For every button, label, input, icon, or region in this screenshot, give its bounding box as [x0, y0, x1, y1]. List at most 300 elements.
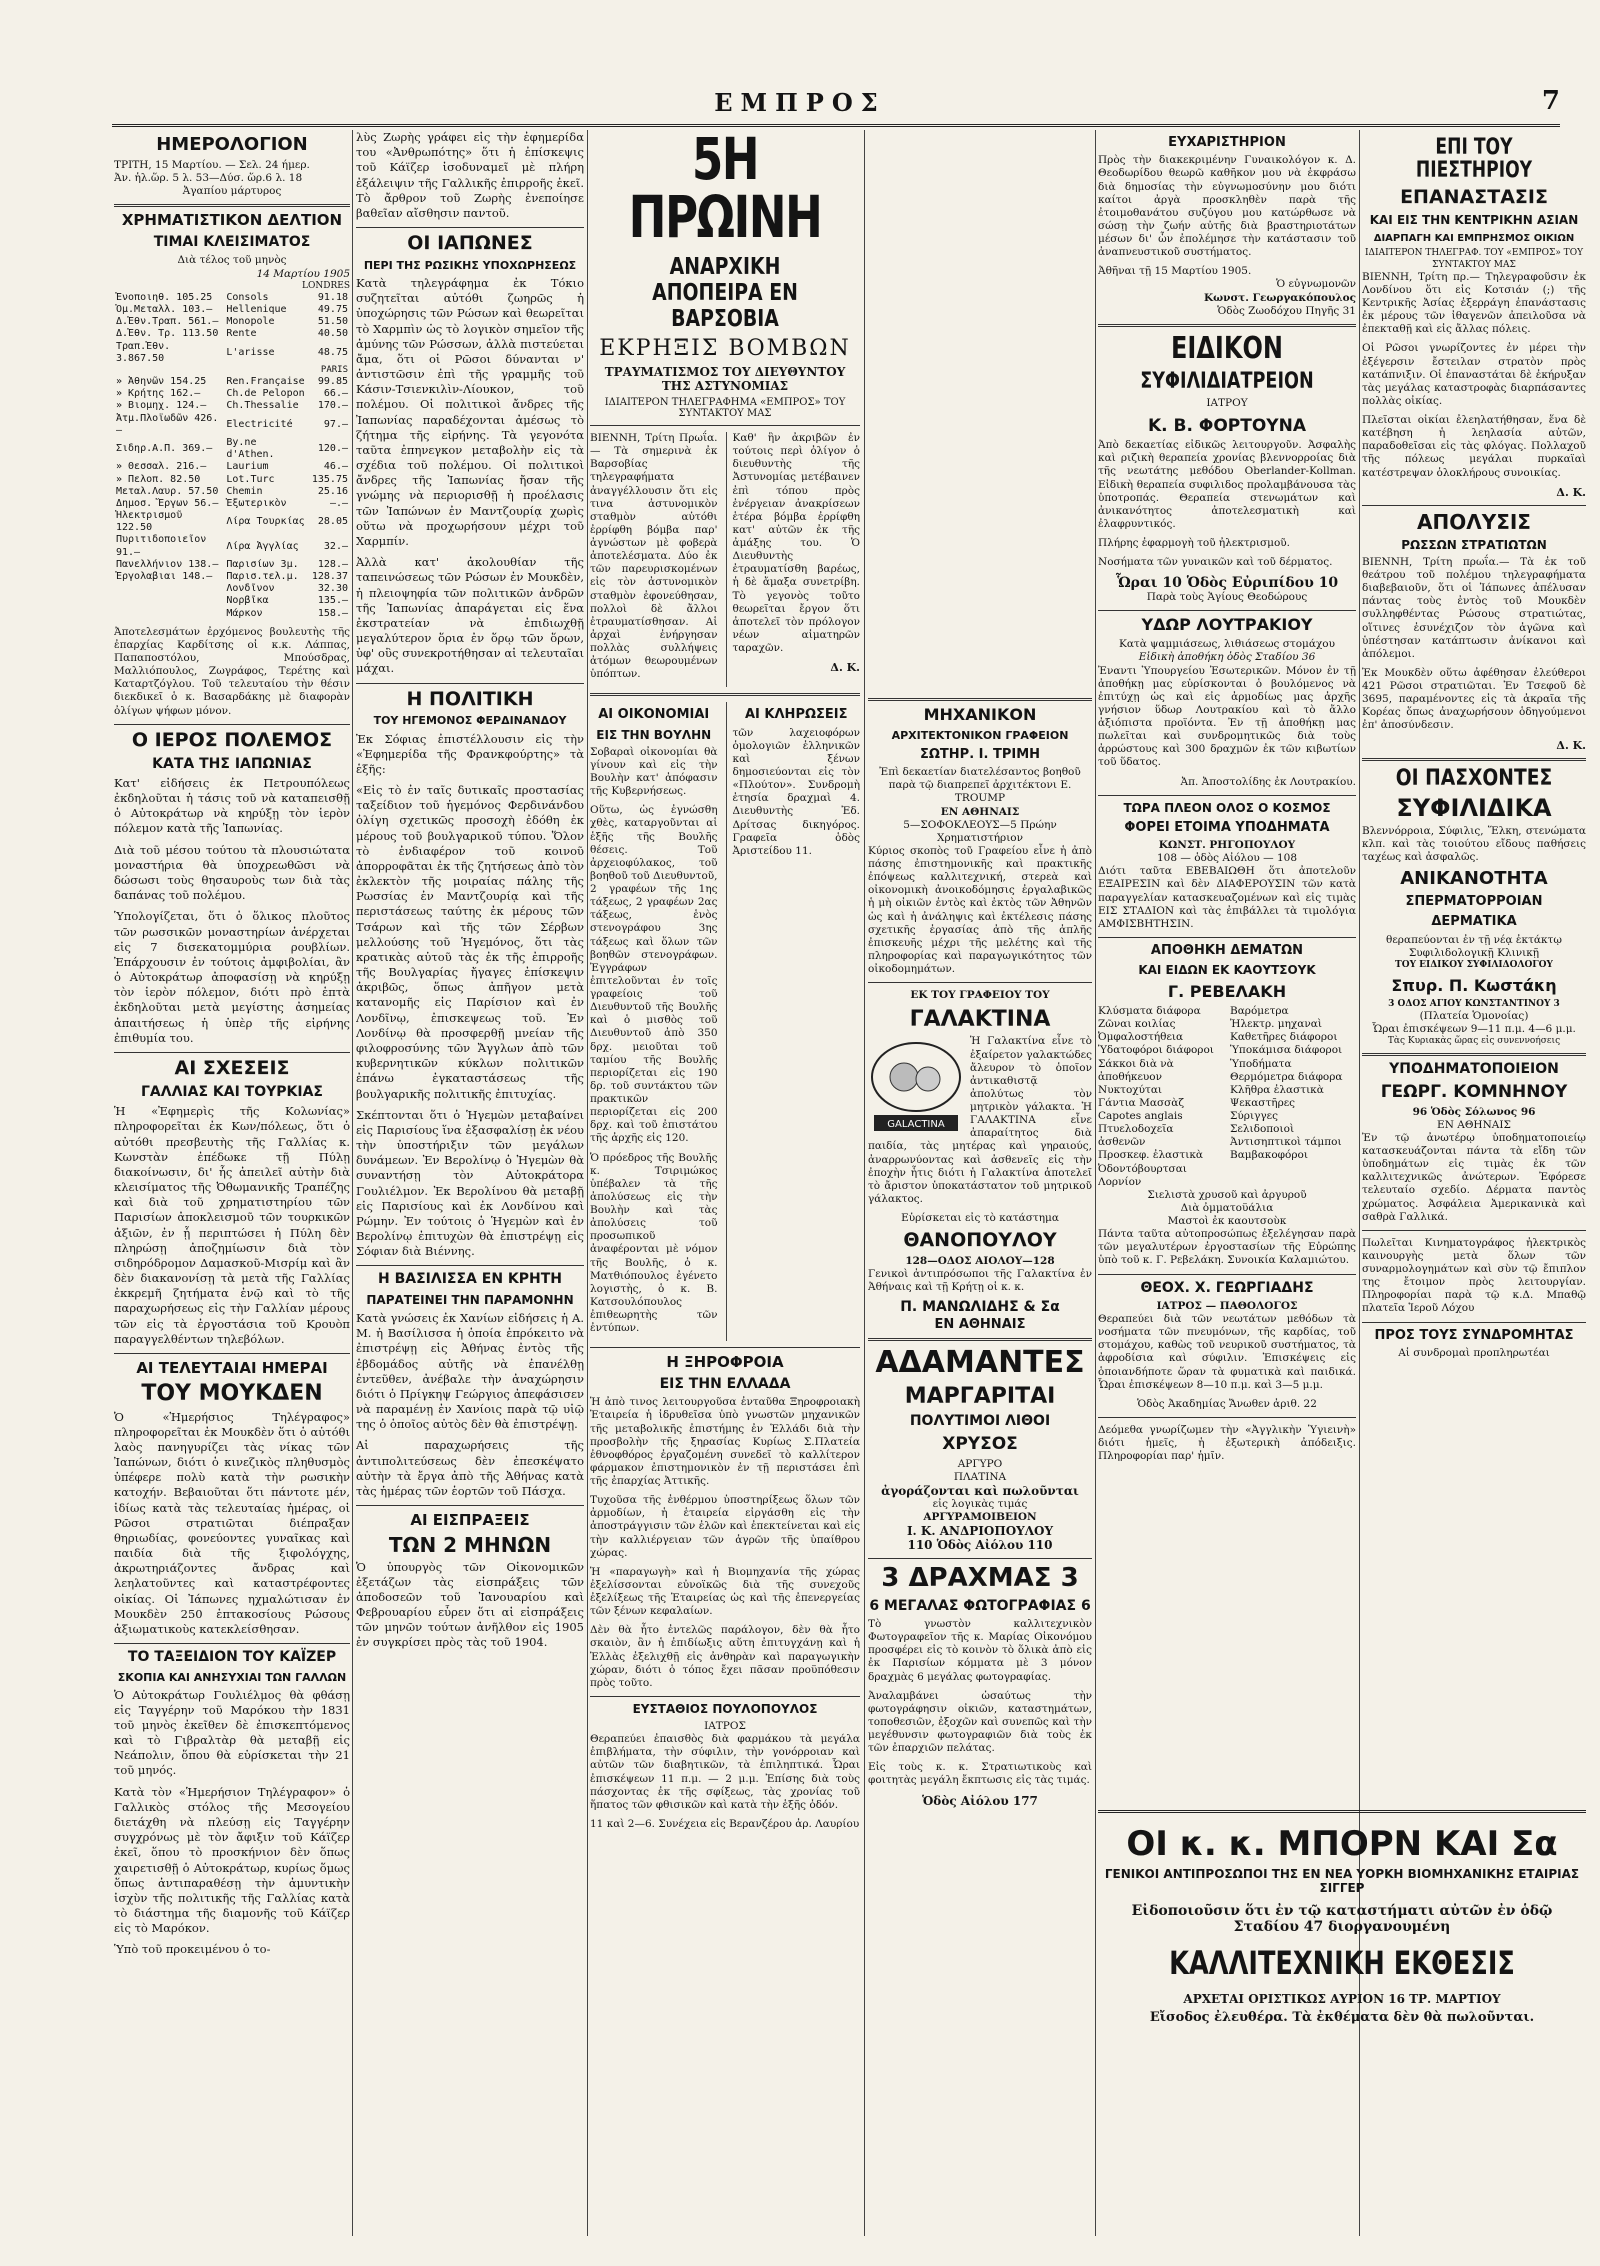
engineer-subtitle: ΑΡΧΙΤΕΚΤΟΝΙΚΟΝ ΓΡΑΦΕΙΟΝ — [891, 728, 1069, 742]
shoes-city: ΕΝ ΑΘΗΝΑΙΣ — [1437, 1118, 1511, 1131]
subscribers-title: ΠΡΟΣ ΤΟΥΣ ΣΥΝΔΡΟΜΗΤΑΣ — [1374, 1327, 1574, 1343]
quote-row — [114, 328, 350, 340]
main-headline: ΑΝΑΡΧΙΚΗ ΑΠΟΠΕΙΡΑ ΕΝ ΒΑΡΣΟΒΙΑ — [652, 254, 798, 332]
intro-paragraph: λὺς Ζωρὴς γράφει εἰς τὴν ἐφημερίδα του «Ἀνθρωπότης» ὅτι ἡ ἐπίσκεψις τοῦ Κάϊζερ ἰσοδυναμεῖ μὲ πλήρη ἐξάλειψιν τῆς Γαλλικῆς ἐπιρροῆς ἐκεῖ. Τὸ ἄρθρον τοῦ Ζωρὴς ἐνεποίησε βαθεῖαν αἴσθησιν παντοῦ. — [356, 130, 584, 220]
economies-paragraph: Ὁ πρόεδρος τῆς Βουλῆς κ. Τσιριμώκος ὑπέβαλεν τὰ τῆς ἀπολύσεως εἰς τὴν Βουλὴν καὶ τὰς ἀπολύσεις τοῦ προσωπικοῦ ἀναφέρονται μὲ νόμον τῆς Βουλῆς, ὁ κ. Ματθιόπουλος ἐγένετο λογιστὴς, ὁ κ. Β. Κατσουλόπουλος ἐπιθεωρητὴς τῶν ἐντύπων. — [590, 1151, 718, 1335]
paris-label-row — [114, 365, 350, 376]
rubber-items-left — [1098, 1005, 1224, 1189]
divider — [356, 1265, 584, 1266]
thanks-name: Κωνστ. Γεωργακόπουλος — [1204, 291, 1356, 304]
politics-paragraph: Ἐκ Σόφιας ἐπιστέλλουσιν εἰς τὴν «Ἐφημερίδα τῆς Φρανκφούρτης» τὰ ἑξῆς: — [356, 731, 584, 776]
divider — [868, 1338, 1092, 1341]
signature: Δ. Κ. — [830, 661, 860, 675]
foreign-name: Λονδῖνον — [226, 583, 275, 595]
dismissals-paragraph: ΒΙΕΝΝΗ, Τρίτη πρωΐα.— Τὰ ἐκ τοῦ θεάτρου τοῦ πολέμου τηλεγραφήματα διαβεβαιοῦν, ὅτι οἱ Ἰάπωνες ἀπέλυσαν πάντας τοὺς ἐντὸς τοῦ Μουκδὲν συλληφθέντας Ρώσους στρατιώτας, οἵτινες ἐσυνέχιζον τὸν ἀγῶνα καὶ ὑπέστησαν κατάπτωσιν ἀνίκανοι καὶ ἀπόλεμοι. — [1362, 555, 1586, 660]
thanks-date: Ἀθῆναι τῇ 15 Μαρτίου 1905. — [1098, 265, 1252, 278]
japanese-title: ΟΙ ΙΑΠΩΝΕΣ — [407, 232, 533, 255]
foreign-value: 99.85 — [317, 376, 348, 387]
divider — [1098, 610, 1356, 611]
rubber-item: Σύριγγες — [1230, 1110, 1278, 1123]
drought-paragraph: Ἡ «παραγωγὴ» καὶ ἡ Βιομηχανία τῆς χώρας ἐξελίσσονται εὐνοϊκῶς διὰ τῆς συνεχοῦς ἐξελίξεως τῆς Ἑταιρείας ὡς καὶ τῆς ἐπενεργείας τῶν ξένων κεφαλαίων. — [590, 1565, 860, 1618]
quote-row — [114, 461, 350, 473]
column-1 — [114, 130, 350, 2240]
local-quote: Δημοσ. Ἔργων 56.— — [116, 497, 219, 509]
foreign-name: Electricité — [226, 418, 293, 430]
syphilis-name: Σπυρ. Π. Κωστάκη — [1391, 976, 1557, 996]
column-4 — [868, 692, 1092, 2240]
press-line: ΙΔΙΑΙΤΕΡΟΝ ΤΗΛΕΓΡΑΦ. ΤΟΥ «ΕΜΠΡΟΣ» ΤΟΥ ΣΥΝΤΑΚΤΟΥ ΜΑΣ — [1364, 248, 1584, 270]
foreign-value: 170.— — [317, 400, 348, 412]
divider — [1362, 1053, 1586, 1056]
divider — [590, 1696, 860, 1697]
calendar-line: Ἀν. ἡλ.ὥρ. 5 λ. 53—Δύσ. ὥρ.6 λ. 18 — [114, 172, 303, 185]
quote-row — [114, 559, 350, 571]
diamonds-line: Ι. Κ. ΑΝΔΡΙΟΠΟΥΛΟΥ — [906, 1524, 1054, 1539]
calendar-line: ΤΡΙΤΗ, 15 Μαρτίου. — Σελ. 24 ήμερ. — [114, 158, 310, 171]
divider — [1362, 1322, 1586, 1323]
drought-paragraph: Δὲν θὰ ἦτο ἐντελῶς παράλογον, δὲν θὰ ἦτο σκαιὸν, ἂν ἡ ἐπιδίωξις αὕτη ἐπιτυγχάνῃ καὶ ἡ Ἑλλὰς ἐξελιχθῇ εἰς ἀνθηρὰν καὶ παραγωγικὴν χώραν, διότι ὁ τόπος ἔχει πᾶσαν προϋπόθεσιν πρὸς τοῦτο. — [590, 1624, 860, 1689]
syphilis-paragraph: θεραπεύονται ἐν τῇ νέᾳ ἐκτάκτῳ Συφιλιδολογικῇ Κλινικῇ — [1386, 933, 1562, 959]
engineer-name: ΣΩΤΗΡ. Ι. ΤΡΙΜΗ — [919, 746, 1041, 762]
doctor-title: ΕΥΣΤΑΘΙΟΣ ΠΟΥΛΟΠΟΥΛΟΣ — [632, 1701, 818, 1716]
local-quote: Ἐνοποιηθ. 105.25 — [116, 291, 213, 303]
mukden-paragraph: Ὁ «Ἡμερήσιος Τηλέγραφος» πληροφορεῖται ἐκ Μουκδὲν ὅτι ὁ αὐτόθι λαὸς πανηγυρίζει τὰς νίκας τῶν Ἰαπώνων, διότι ὁ κινεζικὸς πληθυσμὸς ὑπέφερε πολὺ κατὰ τὴν ρωσικὴν κατοχήν. Βεβαιοῦται ὅτι πάντοτε μέν, ἰδίως κατὰ τὰς τελευταίας ἡμέρας, οἱ Ρῶσοι στρατιῶται διέπραξαν θηριωδίας, φονεύοντες γυναῖκας καὶ παιδία διὰ τῆς ξιφολόγχης, ἀκρωτηριάζοντες ἄνδρας καὶ λεηλατοῦντες καὶ καταστρέφοντες οἰκίας. Οἱ Ἰάπωνες ηχμαλώτισαν ἐν Μουκδὲν 250 ἑπτακοσίους Ρώσους ἀξιωματικοὺς κατεκλείσθησαν. — [114, 1409, 350, 1636]
column-rule — [587, 130, 588, 2236]
foreign-name: L'arisse — [226, 346, 275, 358]
singer-paragraph: ΑΡΧΕΤΑΙ ΟΡΙΣΤΙΚΩΣ ΑΥΡΙΟΝ 16 ΤΡ. ΜΑΡΤΙΟΥ — [1183, 1992, 1501, 2007]
water-signature: Ἀπ. Ἀποστολίδης ἐκ Λουτρακίου. — [1180, 775, 1356, 788]
thanks-signed: Ὁ εὐγνωμονῶν — [1276, 278, 1356, 291]
thanks-title: ΕΥΧΑΡΙΣΤΗΡΙΟΝ — [1168, 135, 1286, 150]
foreign-value: 46.— — [323, 461, 348, 473]
galactina-logo-label: GALACTINA — [887, 1119, 945, 1131]
divider — [868, 698, 1092, 701]
lottery-paragraph: τῶν λαχειοφόρων ὁμολογιῶν ἑλληνικῶν καὶ ξένων δημοσιεύονται εἰς τὸν «Πλούτον». Συνδρομὴ ἐτησία δραχμαὶ 4. Διευθυντὴς Ἐδ. Δρίτσας δικηγόρος. Γραφεῖα ὁδὸς Ἀριστείδου 11. — [732, 726, 860, 857]
photos-paragraph: Ἀναλαμβάνει ὡσαύτως τὴν φωτογράφησιν οἰκιῶν, καταστημάτων, τοποθεσιῶν, ἐξοχῶν καὶ συνεπῶς καὶ τὴν μεγέθυνσιν φωτογραφιῶν διὰ τοὺς ἐκ τῶν ἐπαρχιῶν πελάτας. — [868, 1689, 1092, 1755]
local-quote: Πυριτιδοποιεῖον 91.— — [116, 534, 207, 558]
column-6 — [1362, 130, 1586, 1800]
local-quote: Δ.Ἐθν.Τραπ. 561.— — [116, 316, 219, 328]
engineer-line: ΕΝ ΑΘΗΝΑΙΣ — [940, 805, 1020, 818]
japanese-paragraph: Ἀλλὰ κατ' ἀκολουθίαν τῆς ταπεινώσεως τῶν Ρώσων ἐν Μουκδὲν, ἡ πλειοψηφία τῶν πολιτικῶν ἀνδρῶν τῆς Ἰαπωνίας ἀπαράγεται εἰς ἕνα ἐκστρατείαν νὰ ἐπιδιωχθῇ μεγαλύτερον ὅρια ἐν ὅρῳ τῶν ὅρων, ὑφ' οὓς συνεκροτήθησαν αἱ τελευταῖαι μάχαι. — [356, 555, 584, 676]
doctor-subtitle: ΙΑΤΡΟΣ — [704, 1720, 746, 1733]
rubber-item: Ζῶναι κοιλίας — [1098, 1018, 1176, 1031]
calendar-title: ΗΜΕΡΟΛΟΓΙΟΝ — [156, 134, 308, 155]
foreign-value: 32.— — [323, 540, 348, 552]
foreign-value: —.— — [329, 497, 348, 509]
war-paragraph: Ὑπολογίζεται, ὅτι ὁ ὅλικος πλοῦτος τῶν ρωσσικῶν μοναστηρίων ἀνέρχεται εἰς 7 δισεκατομμύρια ρουβλίων. Ἐπάρχουσιν ἐν τούτοις ἀμφιβολίαι, ἂν ὁ Αὐτοκράτωρ ἀποφασίσῃ νὰ κηρύξῃ τὸν ἱερὸν πόλεμον, διότι πρὸ ἑπτὰ ἐκδηλοῦται μετὰ μεγίστης ἀσημείας ἀπαιτήσεως ἡ ὑπὲρ τῆς εἰρήνης ἐπιθυμία του. — [114, 909, 350, 1045]
galactina-address: 128—ΟΔΟΣ ΑΙΟΛΟΥ—128 — [905, 1255, 1055, 1268]
foreign-name: Ἐξωτερικὸν — [226, 497, 287, 509]
foreign-name: Monopole — [226, 316, 275, 328]
rubber-line: Μαστοὶ ἐκ καουτσοὺκ — [1167, 1215, 1287, 1228]
press-paragraph: ΒΙΕΝΝΗ, Τρίτη πρ.— Τηλεγραφοῦσιν ἐκ Λονδίνου ὅτι εἰς Κοτσιάν (;) τῆς Κεντρικῆς Ἀσίας ἐξερράγη ἐπανάστασις ἐκ μέρους τῶν ἰθαγενῶν ἀπειλοῦσα νὰ ἐπεκταθῇ καὶ εἰς ἄλλας πόλεις. — [1362, 270, 1586, 336]
diamonds-line: ἀγοράζονται καὶ πωλοῦνται — [881, 1484, 1079, 1499]
london-label: LONDRES — [302, 280, 350, 291]
politics-paragraph: Σκέπτονται ὅτι ὁ Ἡγεμὼν μεταβαίνει εἰς Παρισίους ἵνα ἐξασφαλίσῃ ἐκ νέου τὴν ὑποστήριξιν τῶν μεγάλων δυνάμεων. Ἐν Βερολίνῳ ὁ Ἡγεμὼν θὰ συναντήσῃ τὸν Αὐτοκράτορα Γουλιέλμον. Ἐκ Βερολίνου θὰ μεταβῇ εἰς Παρισίους καὶ ἐκ Λονδίνου καὶ Ρώμην. Ἐν τούτοις ὁ Ἡγεμὼν καὶ ἐν Βερολίνῳ ἐπιτυχὼν θὰ ἐπιστρέψῃ εἰς Σόφιαν διὰ Βιέννης. — [356, 1107, 584, 1259]
rubber-item: Βαρόμετρα — [1230, 1005, 1289, 1018]
foreign-name: Παρισίων 3μ. — [226, 558, 299, 570]
kaiser-title: ΤΟ ΤΑΞΕΙΔΙΟΝ ΤΟΥ ΚΑΪΖΕΡ — [127, 1649, 337, 1666]
local-quote: Πανελλήνιον 138.— — [116, 558, 219, 570]
divider — [868, 982, 1092, 983]
foreign-name: Hellenique — [226, 304, 287, 316]
galactina-logo — [868, 1037, 964, 1137]
shoes-name: ΓΕΩΡΓ. ΚΟΜΝΗΝΟΥ — [1380, 1081, 1568, 1102]
press-line: ΚΑΙ ΕΙΣ ΤΗΝ ΚΕΝΤΡΙΚΗΝ ΑΣΙΑΝ — [1369, 213, 1579, 228]
georgiadis-subtitle: ΙΑΤΡΟΣ — ΠΑΘΟΛΟΓΟΣ — [1156, 1299, 1298, 1312]
rubber-item: Ἀντισηπτικοὶ τάμποι — [1230, 1136, 1342, 1149]
rubber-paragraph: Πάντα ταῦτα αὐτοπροσώπως ἐξελέγησαν παρὰ τῶν μεγαλυτέρων ἐργοστασίων τῆς Εὐρώπης ὑπὸ τοῦ κ. Γ. Ρεβελάκη. Συνοικία Καλαμιώτου. — [1098, 1228, 1356, 1267]
quote-row — [114, 388, 350, 400]
rubber-title: ΑΠΟΘΗΚΗ ΔΕΜΑΤΩΝ — [1150, 942, 1304, 958]
georgiadis-paragraph: Θεραπεύει διὰ τῶν νεωτάτων μεθόδων τὰ νοσήματα τῶν πνευμόνων, τῆς καρδίας, τοῦ στομάχου, καθὼς τοῦ νευρικοῦ συστήματος, τὰ ἀφροδίσια καὶ σύφιλιν. Ἐπισκέψεις εἰς ὁποιανδήποτε ὥραν τὰ φυματικὰ καὶ παιδικά. Ὧραι ἐπισκέψεων 8—10 π.μ. καὶ 3—5 μ.μ. — [1098, 1313, 1356, 1391]
column-rule — [1095, 130, 1096, 2236]
cosmos-name: ΚΩΝΣΤ. ΡΗΓΟΠΟΥΛΟΥ — [1158, 839, 1296, 852]
relations-title: ΑΙ ΣΧΕΣΕΙΣ — [174, 1056, 290, 1079]
economies-paragraph: Σοβαραὶ οἰκονομίαι θὰ γίνουν καὶ εἰς τὴν Βουλὴν κατ' ἀπόφασιν τῆς Κυβερνήσεως. — [590, 745, 718, 798]
finance-subtitle: ΤΙΜΑΙ ΚΛΕΙΣΙΜΑΤΟΣ — [153, 234, 311, 251]
rubber-item: Νυκτοχύται — [1098, 1083, 1163, 1096]
drought-paragraph: Τυχοῦσα τῆς ἐνθέρμου ὑποστηρίξεως ὅλων τῶν ἀρμοδίων, ἡ ἑταιρεία εἰργάσθη εἰς τὴν ἀποστράγγισιν τῶν ἐλῶν καὶ ἐπεκτείνεται καὶ εἰς τὴν καλλιέργειαν τῶν ἀγρῶν τῆς ὑπαίθρου χώρας. — [590, 1494, 860, 1559]
column-2 — [356, 130, 584, 2240]
photos-address: Ὁδὸς Αἰόλου 177 — [922, 1793, 1038, 1808]
war-subtitle: ΚΑΤΑ ΤΗΣ ΙΑΠΩΝΙΑΣ — [152, 755, 312, 772]
queen-subtitle: ΠΑΡΑΤΕΙΝΕΙ ΤΗΝ ΠΑΡΑΜΟΝΗΝ — [366, 1292, 574, 1307]
special-paragraph: Ἀπὸ δεκαετίας εἰδικῶς λειτουργοῦν. Ἀσφαλὴς καὶ ριζικὴ θεραπεία χρονίας βλεννορροίας διὰ τῆς νεωτάτης μεθόδου Oberlander-Kollman. Εἰδικὴ θεραπεία συφιλιδος προλαμβάνουσα τὰς ὑποτροπάς. Θεραπεία στενωμάτων καὶ ἀνικανότητος ἀποτελεσματικὴ καὶ ἐλαφρυντικός. — [1098, 439, 1356, 530]
rubber-item: Ψεκαστῆρες — [1230, 1096, 1296, 1109]
local-quote: » Θεσσαλ. 216.— — [116, 461, 207, 473]
rubber-item: Κλῆθρα ἐλαστικὰ — [1230, 1083, 1324, 1096]
finance-date: 14 Μαρτίου 1905 — [256, 267, 350, 280]
quote-row — [114, 400, 350, 412]
rubber-item: Προσκεφ. ἐλαστικὰ — [1098, 1149, 1203, 1162]
quote-row — [114, 341, 350, 365]
syphilis-address: 3 ΟΔΟΣ ΑΓΙΟΥ ΚΩΝΣΤΑΝΤΙΝΟΥ 3 — [1388, 998, 1560, 1009]
foreign-name: Μάρκον — [226, 607, 263, 619]
water-title: ΥΔΩΡ ΛΟΥΤΡΑΚΙΟΥ — [1141, 615, 1313, 635]
stamp-note: Δεόμεθα γνωρίζωμεν τὴν «Ἀγγλικὴν Ὑγιεινὴ» διότι ἡμεῖς, ἡ ἐξωτερικὴ ἀπόδειξις. Πληροφορίαι παρ' ἡμῖν. — [1098, 1423, 1356, 1463]
economies-row — [590, 702, 860, 1341]
cosmos-subtitle: ΦΟΡΕΙ ΕΤΟΙΜΑ ΥΠΟΔΗΜΑΤΑ — [1124, 819, 1330, 835]
rubber-item: Βαμβακοφόροι — [1230, 1149, 1308, 1162]
rubber-items-right — [1230, 1005, 1356, 1189]
column-5 — [1098, 130, 1356, 1800]
revenue-title: ΑΙ ΕΙΣΠΡΑΞΕΙΣ — [410, 1511, 530, 1530]
rubber-item: Σάκκοι διὰ νὰ ἀποθήκευον — [1098, 1057, 1174, 1083]
syphilis-line: ΣΠΕΡΜΑΤΟΡΡΟΙΑΝ — [1405, 894, 1543, 910]
doctor-paragraph: Θεραπεύει ἐπαισθὸς διὰ φαρμάκου τὰ μεγάλα ἐπιβλήματα, τὴν σύφιλιν, τὴν γονόρροιαν καὶ αὐτῶν τῶν διαβητικῶν, τὰ ἐπιληπτικά. Ὧραι ἐπισκέψεων 11 π.μ. — 2 μ.μ. Ἐπίσης διὰ τοὺς πάσχοντας ἐκ τῆς σφίξεως, τὰς χρονίας τοῦ ἥπατος τῶν φθισικῶν καὶ κατὰ τὴν ἑξῆς ὁδόν. — [590, 1733, 860, 1811]
georgiadis-address: Ὁδὸς Ἀκαδημίας Ἄνωθεν ἀριθ. 22 — [1137, 1397, 1317, 1410]
foreign-name: Λίρα Τουρκίας — [226, 516, 305, 528]
rubber-name: Γ. ΡΕΒΕΛΑΚΗ — [1167, 982, 1287, 1002]
special-paragraph: Νοσήματα τῶν γυναικῶν καὶ τοῦ δέρματος. — [1098, 556, 1333, 569]
special-name: Κ. Β. ΦΟΡΤΟΥΝΑ — [1148, 415, 1306, 436]
warsaw-paragraph: ΒΙΕΝΝΗ, Τρίτη Πρωΐα.— Τὰ σημερινὰ ἐκ Βαρσοβίας τηλεγραφήματα ἀναγγέλλουσιν ὅτι εἰς τινα ἀστυνομικὸν σταθμὸν αὐτόθι ἐρρίφθη βόμβα παρ' ἀγνώστων μὲ φοβερὰ ἀποτελέσματα. Δύο ἐκ τῶν παρευρισκομένων εἰς τὸν ἀστυνομικὸν σταθμὸν ἐφονεύθησαν, πολλοὶ δὲ ἄλλοι ἐτραυματίσθησαν. Αἱ ἀρχαὶ ἐνήργησαν πολλὰς συλλήψεις ἀτόμων θεωρουμένων ὑπόπτων. — [590, 432, 718, 681]
singer-ad — [1098, 1810, 1586, 2233]
quote-row — [114, 583, 350, 595]
foreign-value: 158.— — [317, 607, 348, 619]
rubber-line: Διὰ ὀμματοϋάλια — [1180, 1201, 1274, 1214]
galactina-paragraph: Εὑρίσκεται εἰς τὸ κατάστημα — [901, 1212, 1059, 1225]
foreign-name: Νορβῖκα — [226, 595, 269, 607]
singer-title: ΟΙ κ. κ. ΜΠΟΡΝ ΚΑΙ Σα — [1126, 1824, 1558, 1864]
drought-title: Η ΞΗΡΟΦΡΟΙΑ — [666, 1353, 784, 1372]
singer-paragraph: Εἴσοδος ἐλευθέρα. Τὰ ἐκθέματα δὲν θὰ πωλοῦνται. — [1149, 2010, 1535, 2026]
economies-paragraph: Οὕτω, ὡς ἐγνώσθη χθὲς, καταργοῦνται αἱ ἑξῆς τῆς Βουλῆς θέσεις. Τοῦ ἀρχειοφύλακος, τοῦ βοηθοῦ τοῦ Διευθυντοῦ, 2 γραφέων τῆς 1ης τάξεως, 2 γραφέων 2ας τάξεως, ἑνὸς στενογράφου 3ης τάξεως καὶ ὅλων τῶν βοηθῶν στενογράφων. Ἐγγράφων ἐπιτελοῦνται ἐν τοῖς γραφείοις τοῦ Διευθυντοῦ τῆς Βουλῆς καὶ ὁ μισθὸς τοῦ Διευθυντοῦ ἀπὸ 350 δρχ. μειοῦται τοῦ ταμίου τῆς Βουλῆς περιορίζεται εἰς 190 δρ. τοῦ συντάκτου τῶν πρακτικῶν περιορίζεται εἰς 200 δρχ. καὶ τοῦ ἐπιστάτου τῆς ἀρχῆς εἰς 120. — [590, 804, 718, 1145]
divider — [1362, 1230, 1586, 1231]
queen-paragraph: Αἱ παραχωρήσεις τῆς ἀντιπολιτεύσεως δὲν ἐπεσκέψατο αὐτὴν τὰ ἔργα ἀπὸ τῆς Ἀθήνας κατὰ τὰς ἡμέρας τῶν ἑορτῶν τοῦ Πάσχα. — [356, 1438, 584, 1498]
rubber-item: Γάντια Μασσὰζ — [1098, 1096, 1185, 1109]
divider — [356, 1505, 584, 1506]
divider — [114, 1353, 350, 1354]
foreign-name: Rente — [226, 328, 257, 340]
signature: Δ. Κ. — [1556, 485, 1586, 499]
kaiser-paragraph: Κατὰ τὸν «Ἡμερήσιον Τηλέγραφον» ὁ Γαλλικὸς στόλος τῆς Μεσογείου διετάχθη νὰ πλεύσῃ εἰς Ταγγέρην συγχρόνως μὲ τὸν ἄφιξιν τοῦ Κάϊζερ ἐκεῖ, ὅπου τὸ προσκήνιον δὲν ὅπως χαιρετισθῇ ὁ Αὐτοκράτωρ, κυρίως ὅμως ὅπως ἀντιπαραθέσῃ τὴν ἀμυντικὴν ἰσχὺν τῆς πολιτικῆς τῆς Γαλλίας κατὰ τὸ διάστημα τῆς διαμονῆς τοῦ Κάϊζερ εἰς τὸ Μαρόκον. — [114, 1784, 350, 1936]
local-quote: Τραπ.Ἐθν. 3.867.50 — [116, 340, 171, 364]
quote-row — [114, 437, 350, 461]
shoes-paragraph: Ἐν τῷ ἀνωτέρῳ ὑποδηματοποιείῳ κατασκευάζονται πάντα τὰ εἴδη τῶν ὑποδημάτων εἰς τιμὰς ἐκ τῶν καλλιτεχνικῶς ἀνώτερων. Ἐφόρεσε τελευταίο σχεδίο. Δέρματα παντὸς χρώματος. Ἀσφάλεια Ἀμερικανικὰ καὶ σαθρὰ Γαλλικά. — [1362, 1131, 1586, 1223]
foreign-value: 66.— — [323, 388, 348, 400]
quote-row — [114, 608, 350, 620]
quote-row — [114, 534, 350, 558]
galactina-paragraph: Γενικοὶ ἀντιπρόσωποι τῆς Γαλακτίνα ἐν Ἀθήναις καὶ τῇ Κρήτῃ οἱ κ. κ. — [868, 1268, 1092, 1294]
rubber-item: Capotes anglais — [1098, 1110, 1183, 1123]
foreign-name: Lot.Turc — [226, 473, 275, 485]
divider — [1098, 1417, 1356, 1418]
rubber-subtitle: ΚΑΙ ΕΙΔΩΝ ΕΚ ΚΑΟΥΤΣΟΥΚ — [1138, 963, 1316, 978]
foreign-value: 48.75 — [317, 346, 348, 358]
foreign-name: Ren.Française — [226, 376, 305, 387]
foreign-value: 120.— — [317, 443, 348, 455]
engineer-line: Ἐπὶ δεκαετίαν διατελέσαντος βοηθοῦ παρὰ τῷ διαπρεπεῖ ἀρχιτέκτονι E. TROUMP — [879, 766, 1081, 805]
subscribers-paragraph: Αἱ συνδρομαὶ προπληρωτέαι — [1398, 1346, 1550, 1359]
mukden-subtitle: ΤΟΥ ΜΟΥΚΔΕΝ — [141, 1381, 323, 1407]
kaiser-paragraph: Ὑπὸ τοῦ προκειμένου ὁ το- — [114, 1942, 271, 1957]
rubber-item: Ὀδοντόβουρτσαι — [1098, 1162, 1187, 1175]
paris-label: PARIS — [320, 365, 348, 376]
press-subtitle: ΕΠΑΝΑΣΤΑΣΙΣ — [1400, 186, 1548, 209]
special-near: Παρὰ τοὺς Ἁγίους Θεοδώρους — [1146, 591, 1308, 604]
local-quote — [114, 595, 224, 607]
sub-headline: ΕΚΡΗΞΙΣ ΒΟΜΒΩΝ — [599, 336, 851, 361]
quote-row — [114, 292, 350, 304]
foreign-value: 91.18 — [317, 291, 348, 303]
galactina-agent-city: ΕΝ ΑΘΗΝΑΙΣ — [934, 1316, 1026, 1332]
local-quote: Ὁμ.Μεταλλ. 103.— — [116, 304, 213, 316]
press-title: ΕΠΙ ΤΟΥ ΠΙΕΣΤΗΡΙΟΥ — [1415, 135, 1533, 184]
syphilis-square: (Πλατεία Ὁμονοίας) — [1419, 1009, 1529, 1022]
economies-title: ΑΙ ΟΙΚΟΝΟΜΙΑΙ — [598, 707, 710, 723]
water-label: Εἰδικὴ ἀποθήκη ὁδὸς Σταδίου 36 — [1138, 651, 1316, 664]
local-quote: Ἀτμ.Πλοϊωδῶν 426.— — [116, 412, 219, 436]
newspaper-title: ΕΜΠΡΟΣ — [714, 88, 886, 117]
thanks-paragraph: Πρὸς τὴν διακεκριμένην Γυναικολόγον κ. Δ. Θεοδωρίδου θεωρῶ καθῆκον μου νὰ ἐκφράσω διὰ δημοσίας τὴν εὐγνωμοσύνην μου διότι καίτοι ἀργὰ προσκληθὲν παρὰ τῆς ἐτοιμοθανάτου συζύγου μου κατώρθωσε νὰ σώσῃ τὴν ζωήν αὐτῆς διὰ βραστηριοτάτων μέσων δι' ὧν ἐπολέμησε τὴν κατάστασιν τοῦ ἀναπνευστικοῦ συστήματος. — [1098, 154, 1356, 259]
divider — [1362, 505, 1586, 506]
local-quote — [114, 608, 224, 620]
rubber-item: Ὑποκάμισα διάφοροι — [1230, 1044, 1343, 1057]
dismissals-title: ΑΠΟΛΥΣΙΣ — [1417, 509, 1531, 534]
georgiadis-title: ΘΕΟΧ. Χ. ΓΕΩΡΓΙΑΔΗΣ — [1140, 1279, 1314, 1296]
singer-paragraph: ΓΕΝΙΚΟΙ ΑΝΤΙΠΡΟΣΩΠΟΙ ΤΗΣ ΕΝ ΝΕΑ ΥΟΡΚΗ ΒΙΟΜΗΧΑΝΙΚΗΣ ΕΤΑΙΡΙΑΣ ΣΙΓΓΕΡ — [1104, 1866, 1580, 1895]
rubber-item: Σελιδοποιοὶ — [1230, 1123, 1295, 1136]
special-subtitle: ΣΥΦΙΛΙΔΙΑΤΡΕΙΟΝ — [1140, 369, 1314, 395]
divider — [590, 1347, 860, 1348]
economies-subtitle: ΕΙΣ ΤΗΝ ΒΟΥΛΗΝ — [596, 727, 712, 742]
special-title: ΕΙΔΙΚΟΝ — [1171, 330, 1283, 366]
foreign-value: 97.— — [323, 418, 348, 430]
masthead-rule — [112, 124, 1560, 127]
quote-row — [114, 498, 350, 510]
photos-title: 3 ΔΡΑΧΜΑΣ 3 — [881, 1563, 1079, 1594]
galactina-paragraph: Ἡ Γαλακτίνα εἶνε τὸ ἐξαίρετον γαλακτώδες ἄλευρον τὸ ὁποῖον ἀντικαθιστᾷ ἀπολύτως τὸν μητρικὸν γάλακτα. Ἡ ΓΑΛΑΚΤΙΝΑ εἶνε ἀπαραίτητος διὰ παιδία, τὰς μητέρας καὶ γηραιούς, ἀναρρωνύοντας καὶ ἀσθενεῖς εἰς τὴν ἐποχὴν ἧτις διότι ἡ Γαλακτίνα ἀποτελεῖ τὸ ἄριστον ὑποκατάστατον τοῦ μητρικοῦ γάλακτος. — [868, 1035, 1092, 1205]
water-paragraph: Ἐναντι Ὑπουργείου Ἐσωτερικῶν. Μόνον ἐν τῇ ἀποθήκῃ μας εὑρίσκονται ὁ βουλόμενος νὰ ἐπιτύχῃ ὡς καὶ εἰς ἀρμοδίως μας ἀρχῆς γνήσιον ὕδωρ Λουτρακίου καὶ τὸ ἄλλο ἀξιόπιστα προϊόντα. Ἐν τῇ ἀποθήκῃ μας πωλεῖται καὶ συνδρομητικῶς διὰ τοὺς ἀρρώστους καὶ 300 δραχμῶν ἐκ τῶν κιβωτίων τοῦ ὕδατος. — [1098, 664, 1356, 769]
divider — [1098, 795, 1356, 796]
syphilis-line: ΤΟΥ ΕΙΔΙΚΟΥ ΣΥΦΙΛΙΔΟΛΟΓΟΥ — [1395, 959, 1553, 970]
japanese-paragraph: Κατὰ τηλεγράφημα ἐκ Τόκιο συζητεῖται αὐτόθι ζωηρῶς ἡ ὑποχώρησις τῶν Ρώσων καὶ θεωρεῖται τὸ Χαρμπὶν ὡς τὸ λογικὸν σημεῖον τῆς ἀμύνης τῶν Ρώσσων, ἀλλὰ πιστεύεται ἄμα, ὅτι οἱ Ρῶσοι δύνανται ν' ἀντιστῶσιν ἐπὶ τῆς γραμμῆς τοῦ Κάσιν-Τσιενκιλὶν-Λίουκον, τοῦ πολέμου. Οἱ πολιτικοὶ ἄνδρες τῆς Ἰαπωνίας παραδέχονται ἀμέσως τὸ ζήτημα τῆς εἰρήνης. Τὰ γεγονότα ταῦτα ἐπηνεγκον μεταβολὴν εἰς τὰ σχέδια τοῦ πολέμου. Οἱ πολιτικοὶ ἄνδρες τῆς Ἰαπωνίας ἤσαν τῆς γνώμης νὰ περιορισθῇ ἡ προέλασις τῶν Ἰαπώνων ἐν Μαντζουρίᾳ χωρὶς οὕτω νὰ προχωρήσουν μέχρι τοῦ Χαρμπίν. — [356, 276, 584, 548]
foreign-value: 51.50 — [317, 316, 348, 328]
revenue-subtitle: ΤΩΝ 2 ΜΗΝΩΝ — [388, 1532, 552, 1557]
rubber-item: Καθετῆρες διάφοροι — [1230, 1031, 1338, 1044]
foreign-name: Laurium — [226, 461, 269, 473]
special-label: ΙΑΤΡΟΥ — [1206, 397, 1248, 410]
lottery-title: ΑΙ ΚΛΗΡΩΣΕΙΣ — [745, 707, 848, 723]
divider — [356, 683, 584, 684]
quote-row — [114, 304, 350, 316]
relations-subtitle: ΓΑΛΛΙΑΣ ΚΑΙ ΤΟΥΡΚΙΑΣ — [141, 1083, 323, 1100]
kaiser-subtitle: ΣΚΟΠΙΑ ΚΑΙ ΑΝΗΣΥΧΙΑΙ ΤΩΝ ΓΑΛΛΩΝ — [117, 1670, 347, 1684]
divider — [114, 1052, 350, 1053]
foreign-value: 128.37 — [311, 571, 348, 582]
telegram-label: ΙΔΙΑΙΤΕΡΟΝ ΤΗΛΕΓΡΑΦΗΜΑ «ΕΜΠΡΟΣ» ΤΟΥ ΣΥΝΤΑΚΤΟΥ ΜΑΣ — [604, 397, 846, 419]
quote-row — [114, 376, 350, 388]
singer-big: ΚΑΛΛΙΤΕΧΝΙΚΗ ΕΚΘΕΣΙΣ — [1169, 1943, 1515, 1982]
quote-row — [114, 474, 350, 486]
local-quote: » Πελοπ. 82.50 — [116, 473, 201, 485]
war-paragraph: Διὰ τοῦ μέσου τούτου τὰ πλουσιώτατα μοναστήρια θὰ ὑποχρεωθῶσι νὰ δώσωσι τοὺς θησαυροὺς των διὰ τὰς δαπάνας τοῦ πολέμου. — [114, 842, 350, 903]
galactina-store: ΘΑΝΟΠΟΥΛΟΥ — [903, 1229, 1057, 1252]
calendar-line: Ἀγαπίου μάρτυρος — [182, 185, 282, 198]
diamonds-title: ΑΔΑΜΑΝΤΕΣ — [875, 1345, 1085, 1381]
warsaw-article — [590, 432, 860, 687]
foreign-value: 28.05 — [317, 516, 348, 528]
divider — [356, 227, 584, 228]
quote-row — [114, 571, 350, 583]
foreign-name: Ch.de Pelopon — [226, 388, 305, 400]
diamonds-line: 110 Ὁδὸς Αἰόλου 110 — [907, 1538, 1053, 1553]
headline-number: 5Η ΠΡΩΙΝΗ — [628, 130, 822, 251]
rubber-items — [1098, 1005, 1356, 1189]
divider — [1098, 1274, 1356, 1275]
foreign-value: 135.75 — [311, 473, 348, 485]
warsaw-paragraph: Καθ' ἣν ἀκριβῶν ἐν τούτοις περὶ ὀλίγον ὁ διευθυντὴς τῆς Ἀστυνομίας μετέβαινεν ἐπὶ τόπου πρὸς ἐνέργειαν ἀνακρίσεων ἑτέρα βόμβα ἐρρίφθη κατ' αὐτῶν ἐκ τῆς ἀμάξης του. Ὁ Διευθυντὴς ἐτραυματίσθη βαρέως, ἡ δὲ ἄμαξα συνετρίβη. Τὸ γεγονὸς τοῦτο θεωρεῖται ἔργον ὅτι ἀποτελεῖ τὸν πρόλογον νέων αἱματηρῶν ταραχῶν. — [732, 432, 860, 654]
japanese-subtitle: ΠΕΡΙ ΤΗΣ ΡΩΣΙΚΗΣ ΥΠΟΧΩΡΗΣΕΩΣ — [363, 258, 577, 272]
press-paragraph: Πλεῖσται οἰκίαι ἐλεηλατήθησαν, ἕνα δὲ κατέβηση ἡ λεηλασία αὐτῶν, παραδοθεῖσαι εἰς τὰς φλόγας. Πολλαχοῦ τῆς πόλεως μεγάλαι πυρκαϊαὶ κατέστρεψαν ὁλοκλήρους συνοικίας. — [1362, 414, 1586, 479]
divider — [114, 204, 350, 207]
column-3 — [590, 130, 860, 2240]
rubber-item: Θερμόμετρα διάφορα — [1230, 1070, 1343, 1083]
rubber-item: Ἠλεκτρ. μηχαναὶ — [1230, 1018, 1322, 1031]
foreign-name: By.ne d'Athen. — [226, 436, 275, 461]
divider — [590, 425, 860, 426]
doctor-paragraph: 11 καὶ 2—6. Συνέχεια εἰς Βερανζέρου ἀρ. Λαυρίου — [590, 1817, 860, 1830]
local-quote: Μεταλ.Λαυρ. 57.50 — [116, 485, 219, 497]
masthead — [0, 0, 1600, 128]
foreign-value: 128.— — [317, 558, 348, 570]
foreign-value: 135.— — [317, 595, 348, 607]
column-rule — [352, 130, 353, 2236]
shoes-address: 96 Ὁδὸς Σόλωνος 96 — [1412, 1105, 1536, 1118]
syphilis-hours: Ὧραι ἐπισκέψεων 9—11 π.μ. 4—6 μ.μ. — [1372, 1023, 1576, 1036]
galactina-title: ΓΑΛΑΚΤΙΝΑ — [909, 1007, 1051, 1033]
cosmos-title: ΤΩΡΑ ΠΛΕΟΝ ΟΛΟΣ Ο ΚΟΣΜΟΣ — [1123, 800, 1331, 815]
finance-footer: Ἀποτελεσμάτων ἐρχόμενος βουλευτὴς τῆς ἐπαρχίας Καρδίτσης οἱ κ.κ. Λάππας, Παπαποστόλου, Μπούσδρας, Μαλλιόπουλος, Ζωγράφος, Τερέτης καὶ Καταρτζόγλου. Τοῦ τελευταίου τὴν θέσιν διεκδικεῖ ὁ κ. Βασαρδάκης μὲ διαφορὰν ὀλίγων ψήφων μόνον. — [114, 625, 350, 717]
rubber-item: Ὑδατοφόροι διάφοροι — [1098, 1044, 1214, 1057]
rubber-item: Πτυελοδοχεῖα ἀσθενῶν — [1098, 1123, 1174, 1149]
divider — [868, 1558, 1092, 1559]
page-number: 7 — [1541, 86, 1560, 116]
rubber-item: Λορνίον — [1098, 1175, 1142, 1188]
press-line: ΔΙΑΡΠΑΓΗ ΚΑΙ ΕΜΠΡΗΣΜΟΣ ΟΙΚΙΩΝ — [1373, 233, 1575, 245]
engineer-line: 5—ΣΟΦΟΚΛΕΟΥΣ—5 Πρώην Χρηματιστήριον — [903, 818, 1057, 844]
divider — [1098, 937, 1356, 938]
war-title: Ο ΙΕΡΟΣ ΠΟΛΕΜΟΣ — [131, 728, 333, 751]
quote-row — [114, 316, 350, 328]
diamonds-line: ΑΡΓΥΡΑΜΟΙΒΕΙΟΝ — [923, 1511, 1037, 1524]
foreign-value: 25.16 — [317, 485, 348, 497]
divider — [590, 693, 860, 696]
foreign-name: Consols — [226, 291, 269, 303]
press-paragraph: Οἱ Ρῶσοι γνωρίζοντες ἐν μέρει τὴν ἐξέγερσιν ἔστειλαν στρατὸν πρὸς κατάπνιξιν. Οἱ ἐπαναστάται δὲ ἐκήρυξαν τὰς μεγάλας καταστροφὰς διαρπάσαντες πολλὰς οἰκίας. — [1362, 342, 1586, 407]
cosmos-address: 108 — ὁδὸς Αἰόλου — 108 — [1157, 852, 1297, 865]
syphilis-line: ΑΝΙΚΑΝΟΤΗΤΑ — [1400, 868, 1548, 890]
photos-paragraph: Εἰς τοὺς κ. κ. Στρατιωτικοὺς καὶ φοιτητὰς μεγάλη ἔκπτωσις εἰς τὰς τιμάς. — [868, 1761, 1092, 1787]
quotes-table — [114, 292, 350, 620]
dismissals-subtitle: ΡΩΣΣΩΝ ΣΤΡΑΤΙΩΤΩΝ — [1401, 537, 1547, 552]
local-quote: Ἠλεκτρισμοῦ 122.50 — [116, 510, 183, 534]
finance-note: Διὰ τέλος τοῦ μηνὸς — [177, 254, 287, 267]
diamonds-line: ΠΛΑΤΙΝΑ — [953, 1470, 1007, 1483]
photos-paragraph: Τὸ γνωστὸν καλλιτεχνικὸν Φωτογραφεῖον τῆς κ. Μαρίας Οἰκονόμου προσφέρει εἰς τὸ κοινὸν τὸ ὅλικὰ ἀπὸ εἰς ἐκ Παρισίων κόμματα μὲ 3 μόνον δραχμὰς 6 μεγάλας φωτογραφίας. — [868, 1618, 1092, 1683]
engineer-paragraph: Κύριος σκοπὸς τοῦ Γραφείου εἶνε ἡ ἀπὸ πάσης ἐπιστημονικῆς καὶ πρακτικῆς ἐπόψεως καλλιτεχνική, στερεὰ καὶ οἰκονομικὴ ἀνοικοδόμησις ἐργαλαβικῶς ἡ μὴ οἰκιῶν ἐντὸς καὶ ἐκτὸς τῶν Ἀθηνῶν ὡς καὶ ἡ ἀνάληψις καὶ ἐκτέλεσις πάσης σχετικῆς ἐργασίας ἀπὸ τῆς ἀπλῆς ἐπισκευῆς μέχρι τῆς μελέτης καὶ τῆς πληροφορίας καὶ παραγωγικότητος τῶν οἰκοδομημάτων. — [868, 844, 1092, 976]
foreign-value: 32.30 — [317, 583, 348, 595]
dismissals-paragraph: Ἐκ Μουκδὲν οὕτω ἀφέθησαν ἐλεύθεροι 421 Ρῶσοι στρατιῶται. Ἐν Τσεφοῦ δὲ 3695, παραμένοντες εἰς τὰ ἀκραῖα τῆς Κορέας ὅπως ἀναχωρήσουν ὁδηγούμενοι ἐπ' ἀποσύνδεσιν. — [1362, 666, 1586, 732]
foreign-name: Λίρα Ἀγγλίας — [226, 540, 299, 552]
rubber-item: Ὑποδήματα — [1230, 1057, 1292, 1070]
rubber-item: Ὀμφαλοστήθεια — [1098, 1031, 1184, 1044]
water-subtitle: Κατὰ ψαμμιάσεως, λιθιάσεως στομάχου — [1118, 638, 1336, 651]
foreign-name: Παρισ.τελ.μ. — [226, 571, 299, 582]
shoes-title: ΥΠΟΔΗΜΑΤΟΠΟΙΕΙΟΝ — [1389, 1061, 1559, 1078]
politics-paragraph: «Εἰς τὸ ἐν ταῖς δυτικαῖς προστασίας ταξείδιον τοῦ ἡγεμόνος Φερδινάνδου ὀλίγη σχετικῶς προσοχὴ ἐδόθη ἐκ μέρους τοῦ βουλγαρικοῦ τύπου. Ὅλον τὸ ἐνδιαφέρον τοῦ κοινοῦ ἀπορροφᾶται ἐκ τῆς ζητήσεως ἀπὸ τὸν ἐκλεκτὸν τῆς μοιραίας πάλης τῆς Ρωσσίας ἐν Μαντζουρίᾳ καὶ τῆς περιστάσεως ταύτης ἐκ μέρους τῶν Τσάρων καὶ τῆς τῶν Σέρβων μελλούσης τοῦ Ἡγεμόνος, ὅτι τὰς κρατικὰς αὐτοῦ τὰς ἐκ τῆς ἐπιρροῆς τῆς Βουλγαρίας ἤγαγες ἐπίσκεψιν ἀκριβῶς, ὅπως ἀπῆγον μετὰ κατανομῆς εἰς Παρίσιον καὶ ἐν Λονδῖνῳ, ἐπισκεψεως τοῦ. Ἐν Λονδίνῳ θὰ προσφερθῇ μνείαν τῆς φιλοφροσύνης τῶν Ἄγγλων ἀπὸ τῶν κυβερνητικῶν κύκλων πολιτικῶν ἐπάνω ἐγκαταστάσεως τῆς βουλγαρικῆς πολιτικῆς ἐπιτυχίας. — [356, 783, 584, 1101]
thanks-address: Ὁδὸς Ζωοδόχου Πηγῆς 31 — [1217, 304, 1356, 317]
divider — [114, 724, 350, 725]
quote-row — [114, 595, 350, 607]
foreign-name: Ch.Thessalie — [226, 400, 299, 412]
foreign-value: 40.50 — [317, 328, 348, 340]
signature: Δ. Κ. — [1556, 738, 1586, 752]
queen-paragraph: Κατὰ γνώσεις ἐκ Χανίων εἰδήσεις ἡ Α. Μ. ἡ Βασίλισσα ἡ ὁποία ἐπρόκειτο νὰ ἐπιστρέψῃ εἰς Ἀθήνας ἐντὸς τῆς ἑβδομάδος αὐτῆς νὰ ἐπανέλθῃ ἐντεῦθεν, ἀνέβαλε τὴν ἀναχώρησιν διότι ὁ Πρίγκηψ Γεώργιος ἀπεφάσισεν νὰ παραμένῃ ἐν Χανίοις παρὰ τῷ υἱῷ της ὁ ὁποῖος αὐτὸς δὲν θὰ ἐπιστρέψῃ. — [356, 1310, 584, 1432]
sub-headline: ΤΡΑΥΜΑΤΙΣΜΟΣ ΤΟΥ ΔΙΕΥΘΥΝΤΟΥ ΤΗΣ ΑΣΤΥΝΟΜΙΑΣ — [604, 365, 846, 393]
divider — [1098, 324, 1356, 327]
quote-row — [114, 486, 350, 498]
rubber-item: Κλύσματα διάφορα — [1098, 1005, 1201, 1018]
galactina-banner: ΕΚ ΤΟΥ ΓΡΑΦΕΙΟΥ ΤΟΥ — [910, 989, 1050, 1002]
singer-paragraph: Εἰδοποιοῦσιν ὅτι ἐν τῷ καταστήματι αὐτῶν ἐν ὁδῷ Σταδίου 47 διοργανουμένη — [1131, 1902, 1553, 1935]
local-quote: » Κρήτης 162.— — [116, 388, 201, 400]
local-quote: » Βιομηχ. 124.— — [116, 400, 207, 412]
diamonds-line: ΑΡΓΥΡΟ — [957, 1457, 1003, 1470]
